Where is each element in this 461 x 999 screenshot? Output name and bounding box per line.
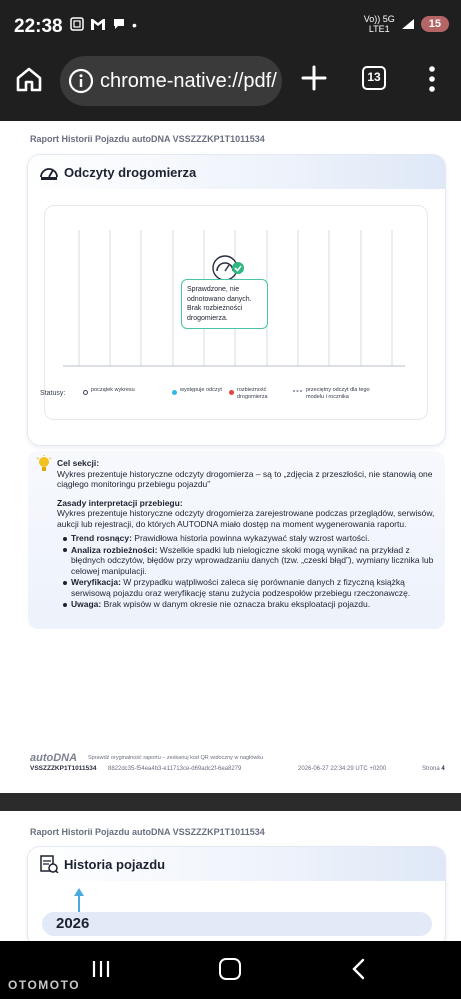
url-text[interactable]: chrome-native://pdf/ [100, 70, 277, 92]
footer-note: Sprawdź oryginalność raportu – zeskanuj kod QR widoczny w nagłówku [88, 755, 264, 761]
rules-label: Zasady interpretacji przebiegu: [57, 497, 183, 508]
rules-text: Wykres prezentuje historyczne odczyty drogomierza zarejestrowane podczas przeglądów, serwisów, aukcji lub rejestracji, do których AUTODNA miało dostęp na moment wygenerowania raportu. [57, 508, 435, 529]
signal-icon [401, 18, 415, 30]
page-footer [30, 752, 450, 782]
back-icon[interactable] [350, 958, 366, 980]
list-item: Analiza rozbieżności: Wszelkie spadki lub nielogiczne skoki mogą wynikać na przykład z błędnych odczytów, błędów przy wprowadzaniu danych (tzw. „czeski błąd”), wymiany licznika lub celowej manipulacji. [63, 545, 441, 577]
info-card [28, 451, 445, 629]
screenshot-icon [70, 17, 84, 31]
system-nav-bar [0, 941, 461, 999]
list-item: Weryfikacja: W przypadku wątpliwości zaleca się porównanie danych z fizyczną książką serwisową pojazdu oraz weryfikację stanu zużycia podzespołów przebiegu rzeczonawczę. [63, 577, 441, 598]
notification-icons [70, 17, 126, 31]
autodna-logo: autoDNA [30, 752, 78, 764]
rules-list [57, 533, 441, 610]
footer-date: 2026-06-27 22:34:29 UTC +0200 [298, 766, 387, 772]
report-header: Raport Historii Pojazdu autoDNA VSSZZZKP1T1011534 [30, 827, 265, 837]
chart-legend [40, 387, 400, 411]
footer-page-number: Strona 4 [422, 766, 445, 772]
gmail-icon [90, 17, 106, 31]
status-right [364, 14, 449, 34]
interpretation-rules [57, 498, 441, 530]
legend-marker [172, 390, 177, 395]
dashed-line-marker [293, 387, 303, 395]
battery-badge: 15 [421, 16, 449, 32]
section-title: Odczyty drogomierza [64, 165, 197, 180]
status-dot: • [132, 17, 137, 33]
network-indicator: Vo)) 5G LTE1 [363, 14, 395, 34]
odometer-icon [39, 163, 59, 181]
chart-tooltip: Sprawdzone, nie odnotowano danych. Brak rozbieżności drogomierza. [181, 279, 268, 329]
timeline-line [78, 896, 80, 912]
tab-switcher-button[interactable]: 13 [362, 66, 386, 90]
plus-icon[interactable] [300, 64, 328, 92]
verified-odometer-icon [208, 254, 248, 282]
timeline-year: 2026 [56, 915, 90, 932]
recent-apps-icon[interactable] [91, 960, 111, 978]
footer-vin: VSSZZZKP1T1011534 [30, 765, 97, 772]
legend-marker [83, 390, 88, 395]
chat-icon [112, 17, 126, 31]
home-nav-icon[interactable] [219, 958, 241, 980]
browser-toolbar [0, 52, 461, 110]
info-icon[interactable] [68, 68, 94, 94]
pdf-viewer[interactable] [0, 121, 461, 941]
legend-marker [229, 390, 234, 395]
legend-item-start: początek wykresu [83, 387, 151, 395]
home-icon[interactable] [14, 64, 44, 94]
status-time: 22:38 [14, 16, 63, 37]
legend-item-reading: występuje odczyt [172, 387, 240, 395]
browser-chrome [0, 0, 461, 121]
more-vert-icon[interactable] [424, 64, 440, 94]
legend-title: Statusy: [40, 390, 66, 397]
list-item: Uwaga: Brak wpisów w danym okresie nie oznacza braku eksploatacji pojazdu. [63, 599, 441, 610]
goal-text: Wykres prezentuje historyczne odczyty drogomierza – są to „zdjęcia z przeszłości, nie stanowią one ciągłego monitoringu przebiegu pojazdu” [57, 468, 433, 489]
footer-hash: 8822dc35-f54ea4b3-e11713ce-d69adc2f-6ea8279 [108, 766, 242, 772]
address-bar[interactable] [60, 56, 282, 106]
list-item: Trend rosnący: Prawidłowa historia powinna wykazywać stały wzrost wartości. [63, 533, 441, 544]
goal-label: Cel sekcji: [57, 458, 100, 468]
section-goal [57, 458, 441, 490]
section-title: Historia pojazdu [64, 857, 166, 872]
year-pill [42, 912, 432, 936]
info-text [57, 458, 441, 611]
pdf-page [0, 121, 461, 793]
otomoto-watermark: OTOMOTO [8, 978, 81, 992]
status-bar [0, 0, 461, 50]
report-header: Raport Historii Pojazdu autoDNA VSSZZZKP1T1011534 [30, 134, 265, 144]
lightbulb-icon [36, 455, 52, 473]
car-history-icon [39, 855, 59, 873]
legend-item-average: przeciętny odczyt dla tego modelu i rocznika [293, 387, 386, 400]
legend-item-discrepancy: rozbieżność drogomierza [229, 387, 297, 400]
